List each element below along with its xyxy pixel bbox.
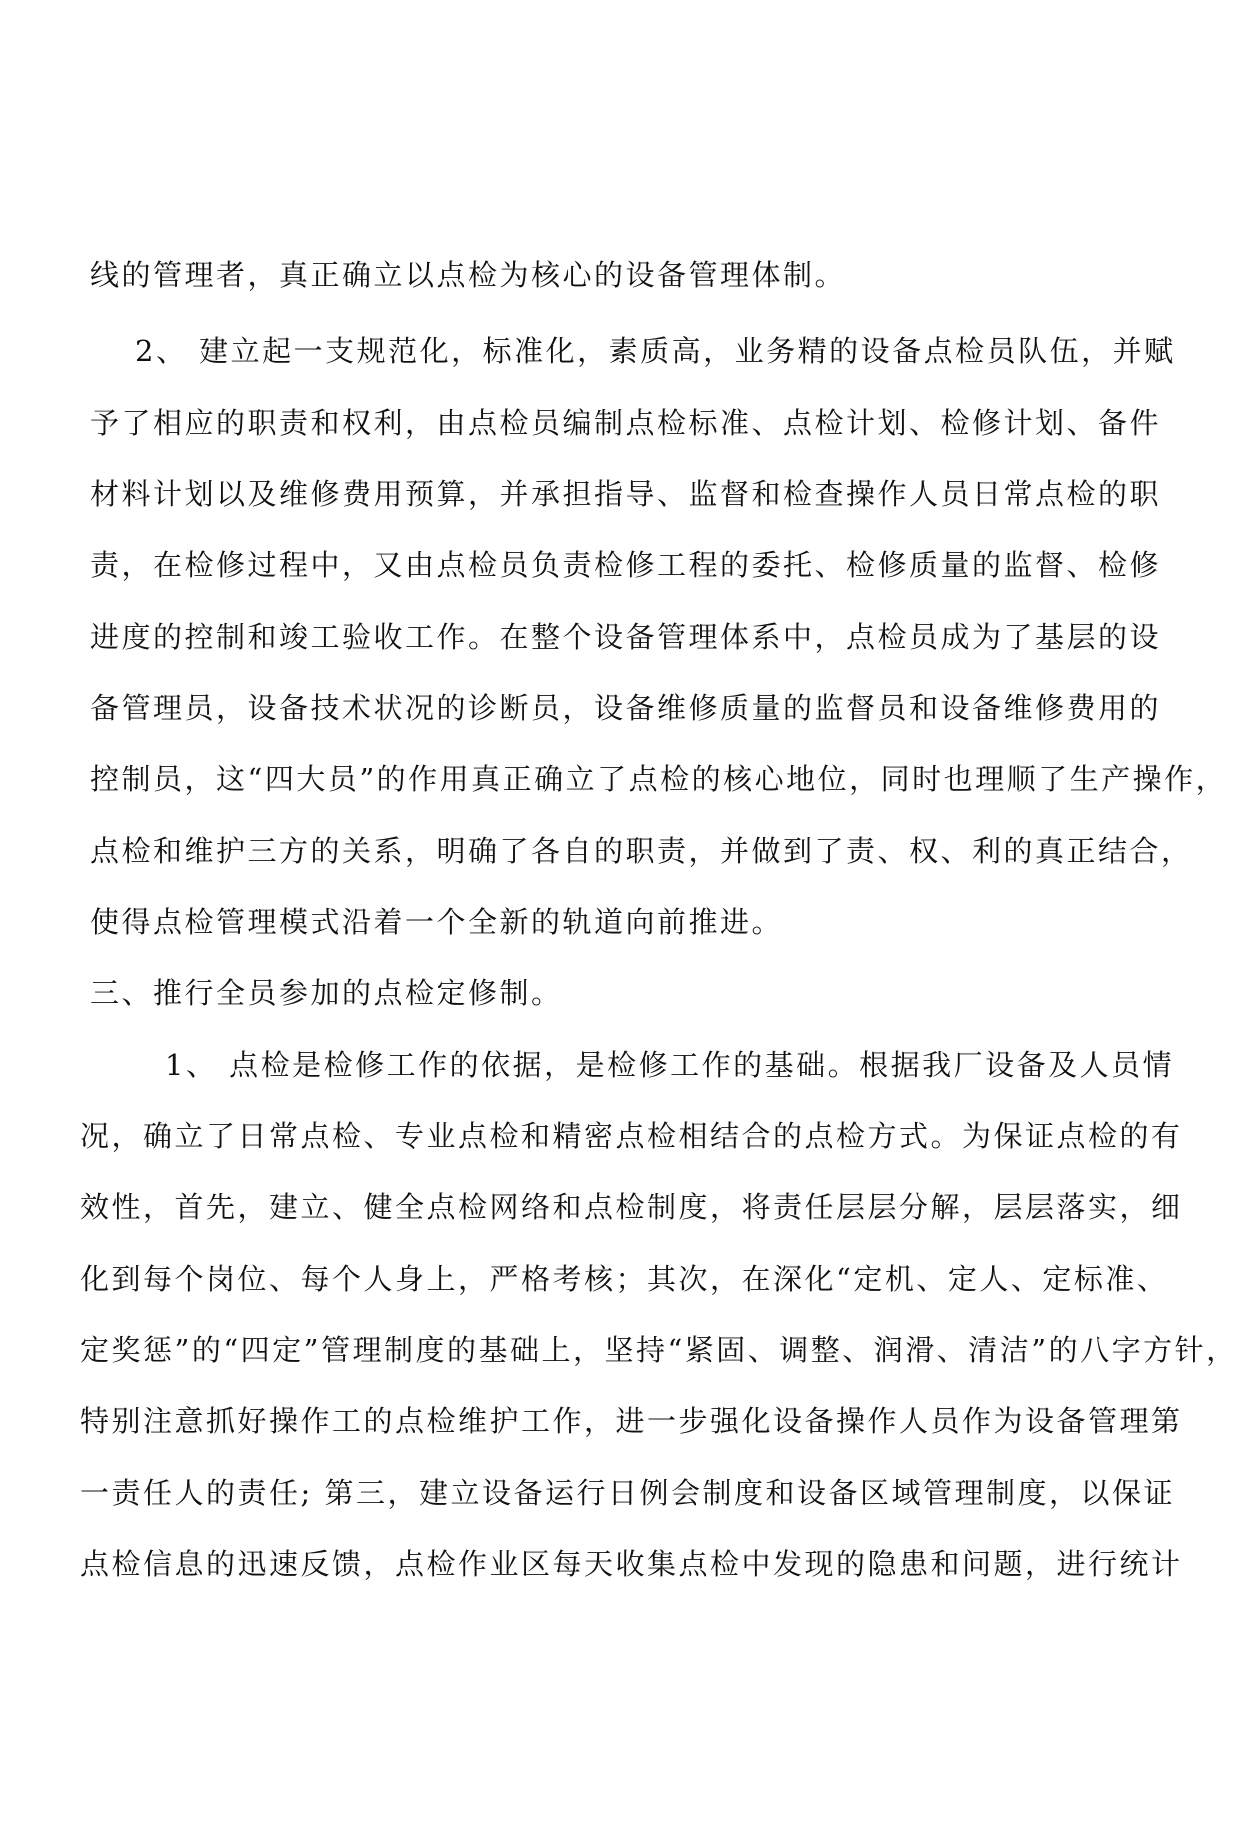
text-line: 化到每个岗位、每个人身上，严格考核；其次，在深化“定机、定人、定标准、 [80,1262,1169,1296]
text-line: 进度的控制和竣工验收工作。在整个设备管理体系中，点检员成为了基层的设 [90,620,1162,654]
text-line: 点检和维护三方的关系，明确了各自的职责，并做到了责、权、利的真正结合， [90,834,1193,868]
text-line: 况，确立了日常点检、专业点检和精密点检相结合的点检方式。为保证点检的有 [80,1119,1183,1153]
text-line: 线的管理者，真正确立以点检为核心的设备管理体制。 [90,258,847,292]
text-line: 使得点检管理模式沿着一个全新的轨道向前推进。 [90,905,784,939]
text-line: 控制员，这“四大员”的作用真正确立了点检的核心地位，同时也理顺了生产操作， [90,762,1228,796]
text-line: 予了相应的职责和权利，由点检员编制点检标准、点检计划、检修计划、备件 [90,406,1162,440]
text-line: 2、 建立起一支规范化，标准化，素质高，业务精的设备点检员队伍，并赋 [135,334,1176,368]
text-line: 备管理员，设备技术状况的诊断员，设备维修质量的监督员和设备维修费用的 [90,691,1162,725]
text-line: 一责任人的责任; 第三，建立设备运行日例会制度和设备区域管理制度，以保证 [80,1476,1175,1510]
text-line: 效性，首先，建立、健全点检网络和点检制度，将责任层层分解，层层落实，细 [80,1190,1183,1224]
text-line: 1、 点检是检修工作的依据，是检修工作的基础。根据我厂设备及人员情 [165,1048,1175,1082]
text-line: 点检信息的迅速反馈，点检作业区每天收集点检中发现的隐患和问题，进行统计 [80,1547,1183,1581]
text-line: 特别注意抓好操作工的点检维护工作，进一步强化设备操作人员作为设备管理第 [80,1404,1183,1438]
section-heading: 三、推行全员参加的点检定修制。 [90,976,563,1010]
text-line: 责，在检修过程中，又由点检员负责检修工程的委托、检修质量的监督、检修 [90,548,1162,582]
text-line: 定奖惩”的“四定”管理制度的基础上，坚持“紧固、调整、润滑、清洁”的八字方针， [80,1333,1238,1367]
text-line: 材料计划以及维修费用预算，并承担指导、监督和检查操作人员日常点检的职 [90,477,1162,511]
